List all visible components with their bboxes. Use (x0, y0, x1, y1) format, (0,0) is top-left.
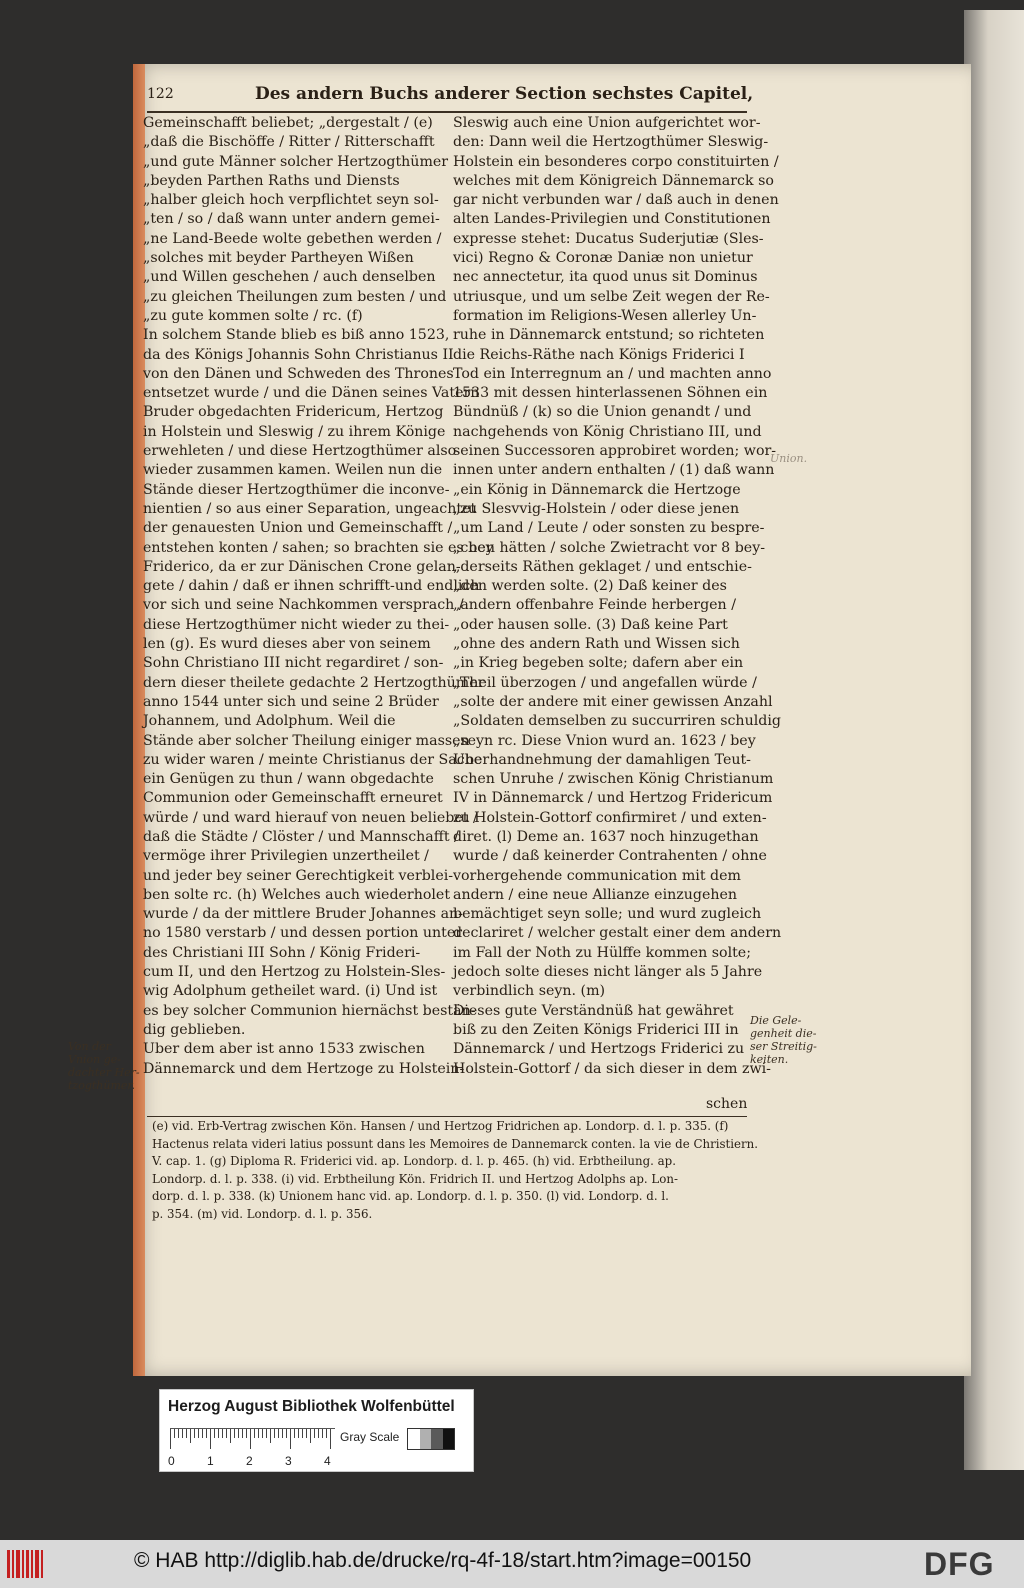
ruler-tick (210, 1429, 211, 1449)
ruler-tick (302, 1429, 303, 1438)
text-line: erwehleten / und diese Hertzogthümer also (143, 443, 457, 460)
footnote-rule (147, 1116, 747, 1117)
text-line: im Fall der Noth zu Hülffe kommen solte; (453, 944, 751, 961)
text-line: seinen Successoren approbiret worden; wor- (453, 443, 777, 460)
adjacent-page-edge (964, 10, 1024, 1470)
ruler-tick (250, 1429, 251, 1449)
gray-scale-label: Gray Scale (340, 1430, 400, 1444)
text-line: dig geblieben. (143, 1021, 246, 1038)
sidenote-left (68, 1040, 140, 1092)
ruler-tick (246, 1429, 247, 1438)
text-line: „zu gleichen Theilungen zum besten / und (143, 288, 447, 305)
text-line: da des Königs Johannis Sohn Christianus II (143, 346, 454, 363)
text-line: „ne Land-Beede wolte gebethen werden / (143, 230, 442, 247)
gray-swatch (420, 1429, 432, 1449)
text-line: wurde / da der mittlere Bruder Johannes an- (143, 906, 463, 923)
text-line: „in Krieg begeben solte; dafern aber ein (453, 655, 744, 672)
text-line: alten Landes-Privilegien und Constitutionen (453, 211, 771, 228)
text-line: 1533 mit dessen hinterlassenen Söhnen ein (453, 385, 768, 402)
text-line: dern dieser theilete gedachte 2 Hertzogthümer (143, 674, 485, 691)
ruler-tick (282, 1429, 283, 1438)
sidenote-line: Vnion ge- (68, 1053, 122, 1066)
ruler-tick (298, 1429, 299, 1438)
text-line: Holstein-Gottorf / da sich dieser in dem zwi- (453, 1060, 771, 1077)
ruler-tick (294, 1429, 295, 1438)
gray-swatch (431, 1429, 443, 1449)
text-line: Johannem, und Adolphum. Weil die (143, 713, 396, 730)
text-line: no 1580 verstarb / und dessen portion unter (143, 925, 463, 942)
text-line: andern / eine neue Allianze einzugehen (453, 886, 738, 903)
left-text-column (143, 114, 494, 1079)
text-line: „ein König in Dännemarck die Hertzoge (453, 481, 741, 498)
ruler-tick (198, 1429, 199, 1438)
text-line: IV in Dännemarck / und Hertzog Fridericum (453, 790, 773, 807)
ruler-tick (186, 1429, 187, 1438)
ruler-tick (270, 1429, 271, 1443)
footnote-line: Londorp. d. l. p. 338. (i) vid. Erbtheilung Kön. Fridrich II. und Hertzog Adolphs ap. Lon- (152, 1171, 678, 1186)
sidenote-line: genheit die- (750, 1027, 817, 1040)
ruler-tick (310, 1429, 311, 1443)
ruler-tick (258, 1429, 259, 1438)
text-line: „solches mit beyder Partheyen Wißen (143, 250, 414, 267)
text-line: des Christiani III Sohn / König Frideri- (143, 944, 421, 961)
footnote-line: (e) vid. Erb-Vertrag zwischen Kön. Hansen / und Hertzog Fridrichen ap. Londorp. d. l. p. 335. (f) (152, 1119, 729, 1133)
text-line: nachgehends von König Christiano III, und (453, 423, 762, 440)
page-number: 122 (147, 86, 174, 102)
ruler-tick (230, 1429, 231, 1443)
text-line: in Holstein und Sleswig / zu ihrem Könige (143, 423, 446, 440)
text-line: ruhe in Dännemarck entstund; so richteten (453, 327, 765, 344)
header-rule (147, 111, 747, 113)
library-label-card (159, 1389, 474, 1472)
text-line: zu Holstein-Gottorf confirmiret / und exten- (453, 809, 767, 826)
ruler-tick (238, 1429, 239, 1438)
ruler-tick (262, 1429, 263, 1438)
sidenote-line: dachter Her- (68, 1066, 140, 1079)
library-name: Herzog August Bibliothek Wolfenbüttel (168, 1398, 455, 1415)
text-line: vorhergehende communication mit dem (453, 867, 741, 884)
text-line: gete / dahin / daß er ihnen schrifft-und endlich (143, 578, 480, 595)
ruler-tick (194, 1429, 195, 1438)
text-line: Dieses gute Verständnüß hat gewähret (453, 1002, 734, 1019)
ruler-tick (318, 1429, 319, 1438)
text-line: es bey solcher Communion hiernächst bestän- (143, 1002, 476, 1019)
sidenote-line: tzogthümer. (68, 1079, 135, 1092)
text-line: vor sich und seine Nachkommen versprach / (143, 597, 464, 614)
text-line: „beyden Parthen Raths und Diensts (143, 172, 400, 189)
text-line: „halber gleich hoch verpflichtet seyn sol- (143, 192, 439, 209)
text-line: „chen hätten / solche Zwietracht vor 8 bey- (453, 539, 766, 556)
text-line: Bruder obgedachten Fridericum, Hertzog (143, 404, 444, 421)
scale-ruler (170, 1428, 335, 1450)
footnote-line: V. cap. 1. (g) Diploma R. Friderici vid. ap. Londorp. d. l. p. 465. (h) vid. Erbtheilung. ap. (152, 1154, 676, 1168)
ruler-tick (290, 1429, 291, 1449)
ruler-tick (314, 1429, 315, 1438)
barcode-icon (6, 1548, 46, 1580)
scale-number: 0 (168, 1454, 175, 1468)
text-line: utriusque, und um selbe Zeit wegen der Re- (453, 288, 770, 305)
text-line: diese Hertzogthümer nicht wieder zu thei- (143, 616, 450, 633)
gray-scale-swatches (407, 1428, 455, 1450)
text-line: Stände aber solcher Theilung einiger massen (143, 732, 470, 749)
ruler-tick (174, 1429, 175, 1438)
ruler-tick (218, 1429, 219, 1438)
gray-swatch (408, 1429, 420, 1449)
footnote-line: dorp. d. l. p. 338. (k) Unionem hanc vid. ap. Londorp. d. l. p. 350. (l) vid. Londorp. d. l. (152, 1189, 669, 1203)
ruler-tick (286, 1429, 287, 1438)
text-line: cum II, und den Hertzog zu Holstein-Sles- (143, 964, 446, 981)
dfg-logo: DFG (924, 1546, 995, 1582)
catchword: schen (706, 1096, 748, 1112)
text-line: wieder zusammen kamen. Weilen nun die (143, 462, 443, 479)
text-line: vermöge ihrer Privilegien unzertheilet / (143, 848, 429, 865)
copyright-credit: © HAB http://diglib.hab.de/drucke/rq-4f-18/start.htm?image=00150 (134, 1549, 752, 1572)
ruler-tick (278, 1429, 279, 1438)
text-line: die Reichs-Räthe nach Königs Friderici I (453, 346, 745, 363)
text-line: „und gute Männer solcher Hertzogthümer (143, 153, 449, 170)
text-line: „oder hausen solle. (3) Daß keine Part (453, 616, 728, 633)
text-line: ben solte rc. (h) Welches auch wiederholet (143, 886, 451, 903)
text-line: zu wider waren / meinte Christianus der Sache (143, 751, 483, 768)
text-line: expresse stehet: Ducatus Suderjutiæ (Sles- (453, 230, 764, 247)
text-line: jedoch solte dieses nicht länger als 5 Jahre (453, 964, 763, 981)
sidenote-line: Die Gele- (750, 1014, 802, 1027)
text-line: schen Unruhe / zwischen König Christianum (453, 771, 774, 788)
text-line: Uber dem aber ist anno 1533 zwischen (143, 1041, 425, 1058)
text-line: len (g). Es wurd dieses aber von seinem (143, 636, 431, 653)
text-line: „seyn rc. Diese Vnion wurd an. 1623 / bey (453, 732, 756, 749)
ruler-tick (322, 1429, 323, 1438)
text-line: entsetzet wurde / und die Dänen seines Vatern (143, 385, 480, 402)
scale-number: 3 (285, 1454, 292, 1468)
margin-note-faint: Union. (770, 452, 808, 465)
footnote-line: Hactenus relata videri latius possunt dans les Memoires de Dannemarck conten. la vie de Christiern. (152, 1136, 759, 1151)
text-line: innen unter andern enthalten / (1) daß wann (453, 462, 775, 479)
text-line: Communion oder Gemeinschafft erneuret (143, 790, 443, 807)
running-head: Des andern Buchs anderer Section sechstes Capitel, (255, 84, 754, 104)
footnote-line: p. 354. (m) vid. Londorp. d. l. p. 356. (152, 1206, 373, 1221)
sidenote-line: Von der (68, 1040, 111, 1053)
text-line: „derseits Räthen geklaget / und entschie- (453, 558, 752, 575)
text-line: wig Adolphum getheilet ward. (i) Und ist (143, 983, 438, 1000)
text-line: wurde / daß keinerder Contrahenten / ohne (453, 848, 767, 865)
text-line: anno 1544 unter sich und seine 2 Brüder (143, 693, 439, 710)
footer-bar (0, 1540, 1024, 1588)
text-line: „ten / so / daß wann unter andern gemei- (143, 211, 440, 228)
text-line: „daß die Bischöffe / Ritter / Ritterschafft (143, 134, 435, 151)
text-line: Dännemarck und dem Hertzoge zu Holstein- (143, 1060, 465, 1077)
ruler-tick (242, 1429, 243, 1438)
text-line: von den Dänen und Schweden des Thrones (143, 365, 454, 382)
ruler-tick (182, 1429, 183, 1438)
text-line: „zu Slesvvig-Holstein / oder diese jenen (453, 500, 740, 517)
text-line: „ohne des andern Rath und Wissen sich (453, 636, 740, 653)
text-line: Stände dieser Hertzogthümer die inconve- (143, 481, 450, 498)
text-line: „den werden solte. (2) Daß keiner des (453, 578, 727, 595)
ruler-tick (170, 1429, 171, 1449)
text-line: verbindlich seyn. (m) (453, 983, 606, 1000)
ruler-tick (206, 1429, 207, 1438)
ruler-tick (274, 1429, 275, 1438)
scale-number: 4 (324, 1454, 331, 1468)
text-line: declariret / welcher gestalt einer dem andern (453, 925, 782, 942)
text-line: daß die Städte / Clöster / und Mannschafft / (143, 828, 459, 845)
ruler-tick (226, 1429, 227, 1438)
text-line: würde / und ward hierauf von neuen beliebet / (143, 809, 478, 826)
sidenote-right (750, 1014, 840, 1066)
text-line: nientien / so aus einer Separation, ungeachtet (143, 500, 477, 517)
text-line: „andern offenbahre Feinde herbergen / (453, 597, 736, 614)
page-header (147, 84, 754, 114)
ruler-tick (202, 1429, 203, 1438)
ruler-tick (214, 1429, 215, 1438)
ruler-tick (178, 1429, 179, 1438)
text-line: ein Genügen zu thun / wann obgedachte (143, 771, 434, 788)
ruler-tick (254, 1429, 255, 1438)
text-line: bemächtiget seyn solle; und wurd zugleich (453, 906, 762, 923)
gray-swatch (443, 1429, 455, 1449)
text-line: Gemeinschafft beliebet; „dergestalt / (e) (143, 115, 433, 131)
ruler-tick (330, 1429, 331, 1449)
scale-number: 1 (207, 1454, 214, 1468)
ruler-tick (306, 1429, 307, 1438)
text-line: „und Willen geschehen / auch denselben (143, 269, 436, 286)
text-line: formation im Religions-Wesen allerley Un- (453, 307, 757, 324)
text-line: Bündnüß / (k) so die Union genandt / und (453, 404, 752, 421)
text-line: biß zu den Zeiten Königs Friderici III in (453, 1021, 739, 1038)
sidenote-line: keiten. (750, 1053, 789, 1066)
text-line: „solte der andere mit einer gewissen Anzahl (453, 693, 773, 710)
text-line: und jeder bey seiner Gerechtigkeit verblei- (143, 867, 454, 884)
text-line: Sleswig auch eine Union aufgerichtet wor- (453, 115, 761, 131)
text-line: Friderico, da er zur Dänischen Crone gelan- (143, 558, 461, 575)
text-line: In solchem Stande blieb es biß anno 1523, (143, 327, 450, 344)
text-line: Tod ein Interregnum an / und machten anno (453, 365, 772, 382)
text-line: „Soldaten demselben zu succurriren schuldig (453, 713, 781, 730)
text-line: nec annectetur, ita quod unus sit Dominus (453, 269, 758, 286)
text-line: welches mit dem Königreich Dännemarck so (453, 172, 774, 189)
ruler-tick (222, 1429, 223, 1438)
ruler-tick (190, 1429, 191, 1443)
text-line: Holstein ein besonderes corpo constituirten / (453, 153, 779, 170)
text-line: Dännemarck / und Hertzogs Friderici zu (453, 1041, 745, 1058)
text-line: Sohn Christiano III nicht regardiret / son- (143, 655, 444, 672)
text-line: diret. (l) Deme an. 1637 noch hinzugethan (453, 828, 759, 845)
sidenote-line: ser Streitig- (750, 1040, 817, 1053)
ruler-tick (326, 1429, 327, 1438)
text-line: den: Dann weil die Hertzogthümer Sleswig- (453, 134, 769, 151)
text-line: der genauesten Union und Gemeinschafft / (143, 520, 453, 537)
text-line: „zu gute kommen solte / rc. (f) (143, 307, 363, 324)
footnotes (152, 1118, 759, 1223)
text-line: „Theil überzogen / und angefallen würde / (453, 674, 757, 691)
ruler-tick (266, 1429, 267, 1438)
scale-number: 2 (246, 1454, 253, 1468)
text-line: „um Land / Leute / oder sonsten zu bespre- (453, 520, 765, 537)
ruler-tick (234, 1429, 235, 1438)
text-line: entstehen konten / sahen; so brachten sie es bey (143, 539, 494, 556)
text-line: gar nicht verbunden war / daß auch in denen (453, 192, 779, 209)
text-line: Uberhandnehmung der damahligen Teut- (453, 751, 751, 768)
text-line: vici) Regno & Coronæ Daniæ non unietur (453, 250, 753, 267)
